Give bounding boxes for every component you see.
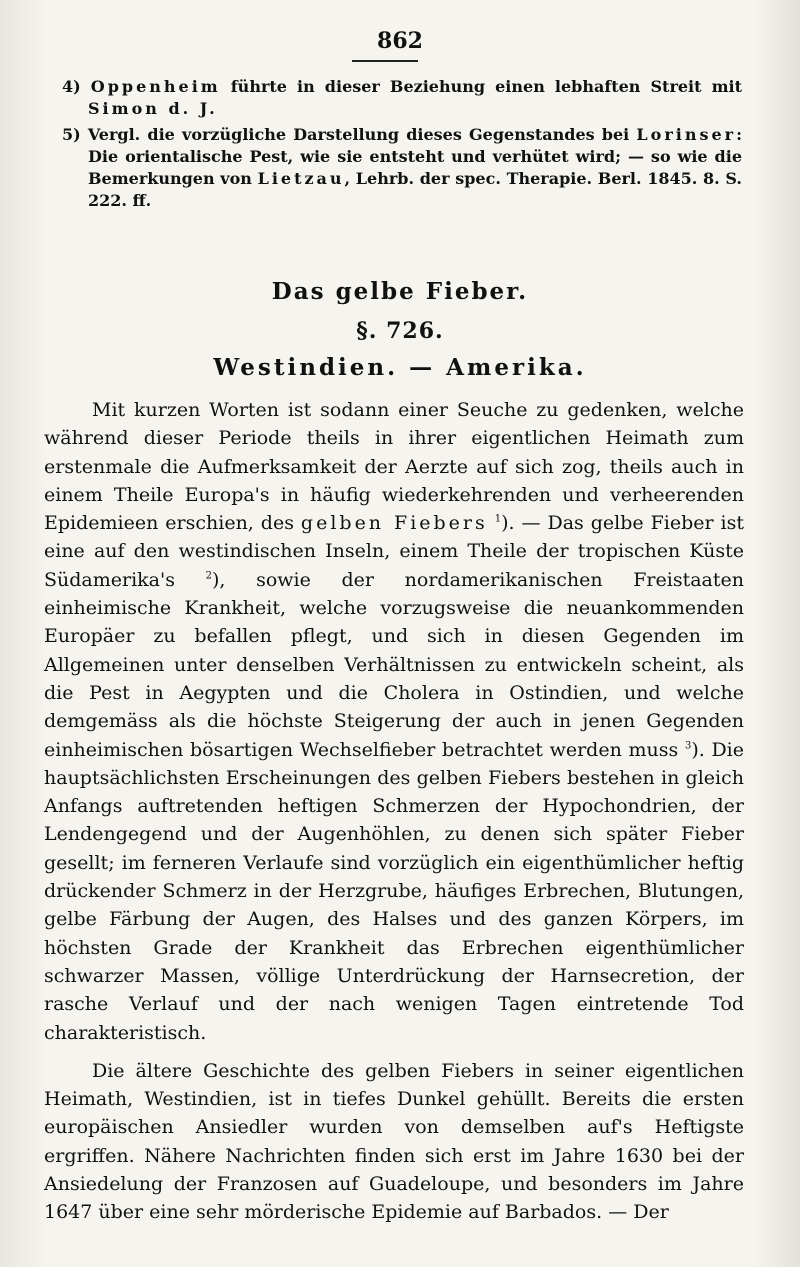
paragraph-text: Mit kurzen Worten ist sodann einer Seuche zu gedenken, welche während dieser Periode theils in ihrer eigentlichen Heimath zum erstenmale die Aufmerksamkeit der Aerzte auf sich zog, theils auch in einem Theile Europa's in häufig wiederkehrenden und verheerenden Epidemieen erschien, des <box>44 399 744 535</box>
footnote-ref: 3 <box>684 740 692 752</box>
author-name: Simon d. J. <box>88 99 218 118</box>
footnote-5 <box>62 124 742 212</box>
footnote-text: Vergl. die vorzügliche Darstellung dieses Gegenstandes bei <box>80 125 637 144</box>
emphasized-term: gelben Fiebers <box>300 512 488 535</box>
section-subtitle: Westindien. — Amerika. <box>213 354 587 381</box>
paragraph-1 <box>44 396 744 1047</box>
footnote-4 <box>62 76 742 120</box>
footnote-marker: 5) <box>62 125 81 144</box>
page-number: 862 <box>377 28 423 54</box>
section-number: §. 726. <box>356 318 444 344</box>
footnote-text: : Die orientalische Pest, wie sie entsteht und verhütet wird; — so wie die Bemerkungen von <box>88 125 742 188</box>
paragraph-text: ). Die hauptsächlichsten Erscheinungen des gelben Fiebers bestehen in gleich Anfangs auftretenden heftigen Schmerzen der Hypochondrien, der Lendengegend und der Augenhöhlen, zu denen sich später Fieber gesellt; im ferneren Verlaufe sind vorzüglich ein eigenthümlicher heftig drückender Schmerz in der Herzgrube, häufiges Erbrechen, Blutungen, gelbe Färbung der Augen, des Halses und des ganzen Körpers, im höchsten Grade der Krankheit das Erbrechen eigenthümlicher schwarzer Massen, völlige Unterdrückung der Harnsecretion, der rasche Verlauf und der nach wenigen Tagen eintretende Tod charakteristisch. <box>44 738 744 1044</box>
footnote-text: , Lehrb. der spec. Therapie. Berl. 1845. 8. S. 222. ff. <box>88 169 742 210</box>
chapter-title: Das gelbe Fieber. <box>271 278 529 305</box>
paragraph-text: ), sowie der nordamerikanischen Freistaaten einheimische Krankheit, welche vorzugsweise die neuankommenden Europäer zu befallen pflegt, und sich in diesen Gegenden im Allgemeinen unter denselben Verhältnissen zu entwickeln scheint, als die Pest in Aegypten und die Cholera in Ostindien, und welche demgemäss als die höchste Steigerung der auch in jenen Gegenden einheimischen bösartigen Wechselfieber betrachtet werden muss <box>44 568 744 761</box>
paragraph-2: Die ältere Geschichte des gelben Fiebers in seiner eigentlichen Heimath, Westindien, ist in tiefes Dunkel gehüllt. Bereits die ersten europäischen Ansiedler wurden von demselben auf's Heftigste ergriffen. Nähere Nachrichten finden sich erst im Jahre 1630 bei der Ansiedelung der Franzosen auf Guadeloupe, und besonders im Jahre 1647 über eine sehr mörderische Epidemie auf Barbados. — Der <box>44 1059 744 1224</box>
header-rule <box>352 60 418 62</box>
footnote-marker: 4) <box>62 77 81 96</box>
footnotes <box>62 76 742 212</box>
body-text <box>44 396 744 1227</box>
author-name: Oppenheim <box>90 77 221 96</box>
footnote-text: führte in dieser Beziehung einen lebhaften Streit mit <box>220 77 742 96</box>
paragraph-text: ). — Das gelbe Fieber ist eine auf den westindischen Inseln, einem Theile der tropischen Küste Südamerika's <box>44 512 744 591</box>
author-name: Lorinser <box>636 125 737 144</box>
author-name: Lietzau <box>257 169 345 188</box>
footnote-ref: 1 <box>494 513 502 525</box>
footnote-ref: 2 <box>205 570 212 582</box>
